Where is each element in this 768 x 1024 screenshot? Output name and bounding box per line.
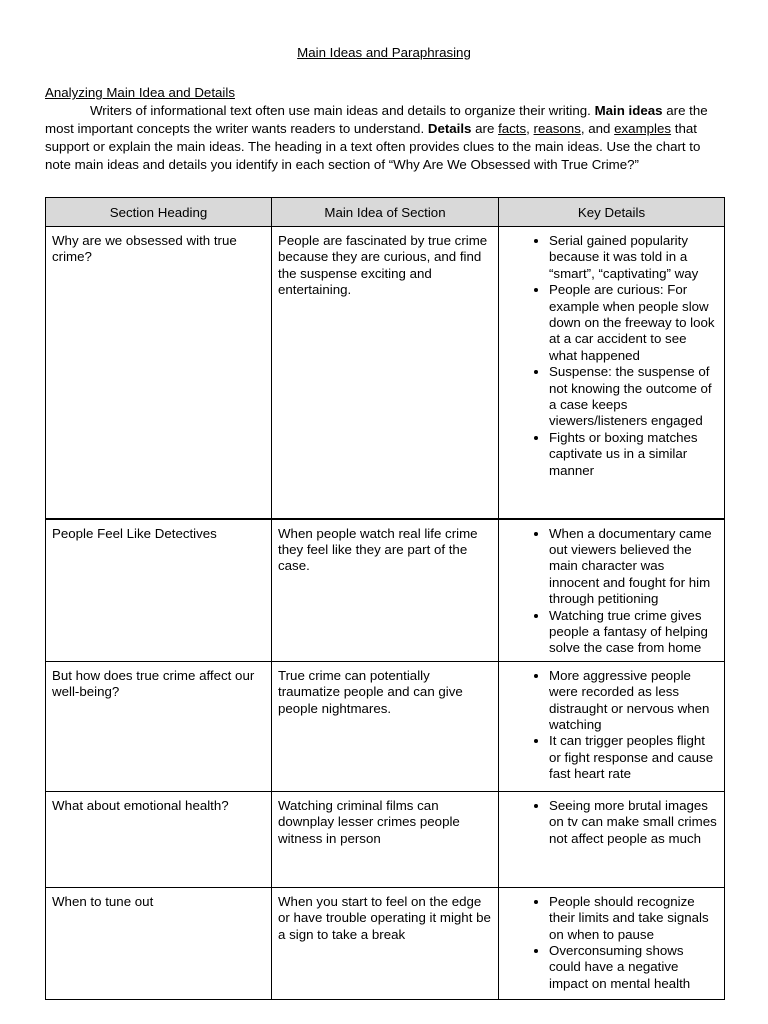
main-idea-cell: Watching criminal films can downplay lesser crimes people witness in person [272, 791, 499, 887]
table-row [46, 519, 725, 662]
details-list [505, 894, 718, 992]
intro-text: are the most important concepts the writer wants readers to understand. [45, 103, 708, 136]
section-heading-cell: People Feel Like Detectives [46, 519, 272, 662]
section-heading-cell: But how does true crime affect our well-being? [46, 661, 272, 791]
section-heading-cell: What about emotional health? [46, 791, 272, 887]
main-idea-cell: True crime can potentially traumatize people and can give people nightmares. [272, 661, 499, 791]
intro-underline-reasons: reasons [533, 121, 581, 136]
section-heading-cell: Why are we obsessed with true crime? [46, 227, 272, 519]
table-row [46, 661, 725, 791]
intro-text: that support or explain the main ideas. The heading in a text often provides clues to the main ideas. Use the chart to note main ideas and details you identify in each section of “Why Are We Obsessed with True Crime?” [45, 121, 701, 172]
list-item: • Seeing more brutal images on tv can make small crimes not affect people as much [549, 798, 718, 847]
table-row [46, 791, 725, 887]
list-item: • Overconsuming shows could have a negative impact on mental health [549, 943, 718, 992]
details-list [505, 526, 718, 657]
main-idea-cell: When you start to feel on the edge or have trouble operating it might be a sign to take a break [272, 887, 499, 999]
table-row [46, 227, 725, 519]
main-idea-cell: When people watch real life crime they feel like they are part of the case. [272, 519, 499, 662]
intro-underline-examples: examples [614, 121, 672, 136]
intro-paragraph [45, 102, 725, 174]
intro-text: Writers of informational text often use main ideas and details to organize their writing. [90, 103, 595, 118]
list-item: • When a documentary came out viewers believed the main character was innocent and fought for him through petitioning [549, 526, 718, 608]
intro-text: , [526, 121, 534, 136]
key-details-cell [499, 661, 725, 791]
details-list [505, 233, 718, 479]
main-ideas-chart [45, 197, 725, 1000]
intro-text: , and [580, 121, 615, 136]
key-details-cell [499, 887, 725, 999]
key-details-cell [499, 791, 725, 887]
header-row [46, 198, 725, 227]
intro-bold-details: Details [427, 121, 472, 136]
list-item: • Suspense: the suspense of not knowing the outcome of a case keeps viewers/listeners engaged [549, 364, 718, 430]
details-list [505, 668, 718, 783]
intro-bold-main-ideas: Main ideas [594, 103, 663, 118]
section-heading-cell: When to tune out [46, 887, 272, 999]
list-item: • Watching true crime gives people a fantasy of helping solve the case from home [549, 608, 718, 657]
key-details-cell [499, 227, 725, 519]
key-details-cell [499, 519, 725, 662]
header-main-idea: Main Idea of Section [272, 198, 499, 227]
list-item: • Fights or boxing matches captivate us in a similar manner [549, 430, 718, 479]
details-list [505, 798, 718, 847]
document-title: Main Ideas and Paraphrasing [297, 45, 471, 60]
header-section-heading: Section Heading [46, 198, 272, 227]
list-item: • It can trigger peoples flight or fight response and cause fast heart rate [549, 733, 718, 782]
header-key-details: Key Details [499, 198, 725, 227]
section-subtitle: Analyzing Main Idea and Details [45, 85, 235, 100]
table-row [46, 887, 725, 999]
list-item: • People are curious: For example when people slow down on the freeway to look at a car accident to see what happened [549, 282, 718, 364]
intro-text: are [471, 121, 499, 136]
list-item: • More aggressive people were recorded as less distraught or nervous when watching [549, 668, 718, 734]
main-idea-cell: People are fascinated by true crime because they are curious, and find the suspense exciting and entertaining. [272, 227, 499, 519]
intro-underline-facts: facts [498, 121, 527, 136]
list-item: • Serial gained popularity because it was told in a “smart”, “captivating” way [549, 233, 718, 282]
list-item: • People should recognize their limits and take signals on when to pause [549, 894, 718, 943]
